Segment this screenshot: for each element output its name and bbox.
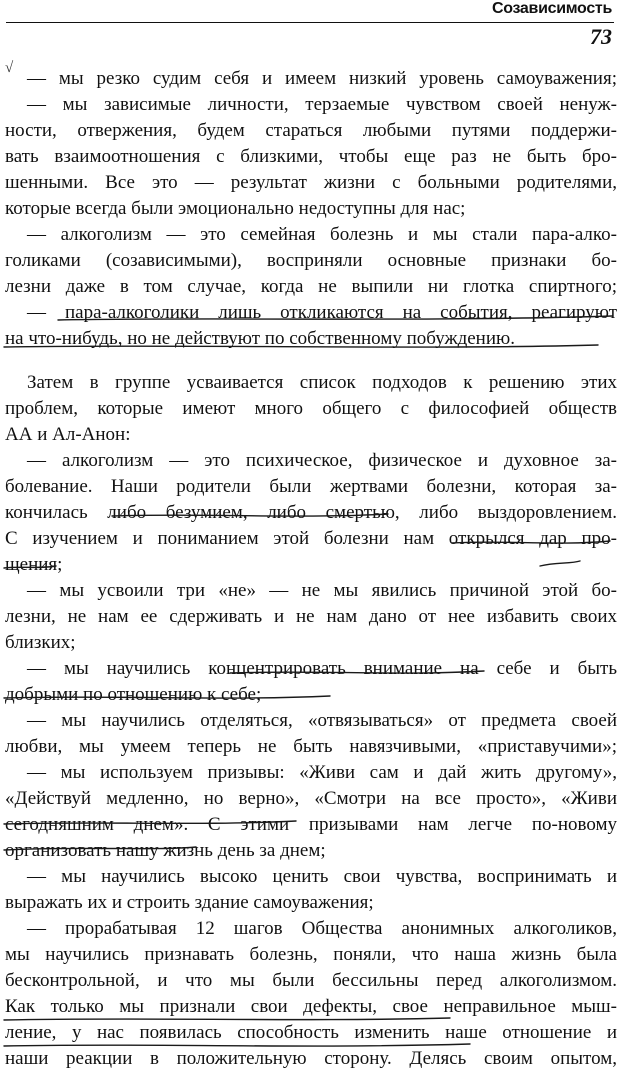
text-line: бесконтрольной, и что мы были бессильны перед алкоголизмом. [5,970,617,991]
text-line: АА и Ал-Анон: [5,424,131,445]
text-line: — алкоголизм — это психическое, физическое и духовное за- [27,450,617,471]
text-line: добрыми по отношению к себе; [5,684,262,705]
text-line: С изучением и пониманием этой болезни нам открылся дар про- [5,528,617,549]
text-line: — мы научились высоко ценить свои чувства, воспринимать и [27,866,617,887]
text-line: — мы научились концентрировать внимание на себе и быть [27,658,617,679]
margin-check-mark: √ [5,60,14,76]
text-line: — прорабатывая 12 шагов Общества анонимных алкоголиков, [27,918,617,939]
paragraph-gap [5,352,617,370]
text-line: «Действуй медленно, но верно», «Смотри на все просто», «Живи [5,788,617,809]
text-line: Как только мы признали свои дефекты, свое неправильное мыш- [5,996,617,1017]
text-line: — пара-алкоголики лишь откликаются на события, реагируют [27,302,617,323]
text-line: организовать нашу жизнь день за днем; [5,840,326,861]
text-line: — алкоголизм — это семейная болезнь и мы стали пара-алко- [27,224,617,245]
text-line: шенными. Все это — результат жизни с больными родителями, [5,172,617,193]
text-line: голиками (созависимыми), восприняли основные признаки бо- [5,250,617,271]
text-line: — мы усвоили три «не» — не мы явились причиной этой бо- [27,580,617,601]
text-line: сегодняшним днем». С этими призывами нам легче по-новому [5,814,617,835]
text-line: выражать их и строить здание самоуважения; [5,892,374,913]
text-line: на что-нибудь, но не действуют по собственному побуждению. [5,328,515,349]
header-rule [6,22,614,23]
text-line: наши реакции в положительную сторону. Делясь своим опытом, [5,1048,617,1069]
text-line: ление, у нас появилась способность изменить наше отношение и [5,1022,617,1043]
text-line: щения; [5,554,63,575]
text-line: вать взаимоотношения с близкими, чтобы еще раз не быть бро- [5,146,617,167]
text-line: мы научились признавать болезнь, поняли, что наша жизнь была [5,944,617,965]
text-line: — мы зависимые личности, терзаемые чувством своей ненуж- [27,94,617,115]
text-line: — мы резко судим себя и имеем низкий уровень самоуважения; [27,68,617,89]
page-number: 73 [590,24,612,49]
text-line: Затем в группе усваивается список подходов к решению этих [27,372,617,393]
text-line: проблем, которые имеют много общего с философией обществ [5,398,617,419]
text-line: — мы используем призывы: «Живи сам и дай жить другому», [27,762,617,783]
running-title: Созависимость [491,0,612,17]
page-body [5,66,617,1072]
text-line: ности, отвержения, будем стараться любыми путями поддержи- [5,120,617,141]
text-line: лезни даже в том случае, когда не выпили ни глотка спиртного; [5,276,617,297]
text-line: болевание. Наши родители были жертвами болезни, которая за- [5,476,617,497]
text-line: лезни, не нам ее сдерживать и не нам дано от нее избавить своих [5,606,617,627]
text-line: любви, мы умеем теперь не быть навязчивыми, «приставучими»; [5,736,617,757]
text-line: которые всегда были эмоционально недоступны для нас; [5,198,466,219]
text-line: кончилась либо безумием, либо смертью, либо выздоровлением. [5,502,617,523]
text-line: — мы научились отделяться, «отвязываться» от предмета своей [27,710,617,731]
text-line: близких; [5,632,76,653]
